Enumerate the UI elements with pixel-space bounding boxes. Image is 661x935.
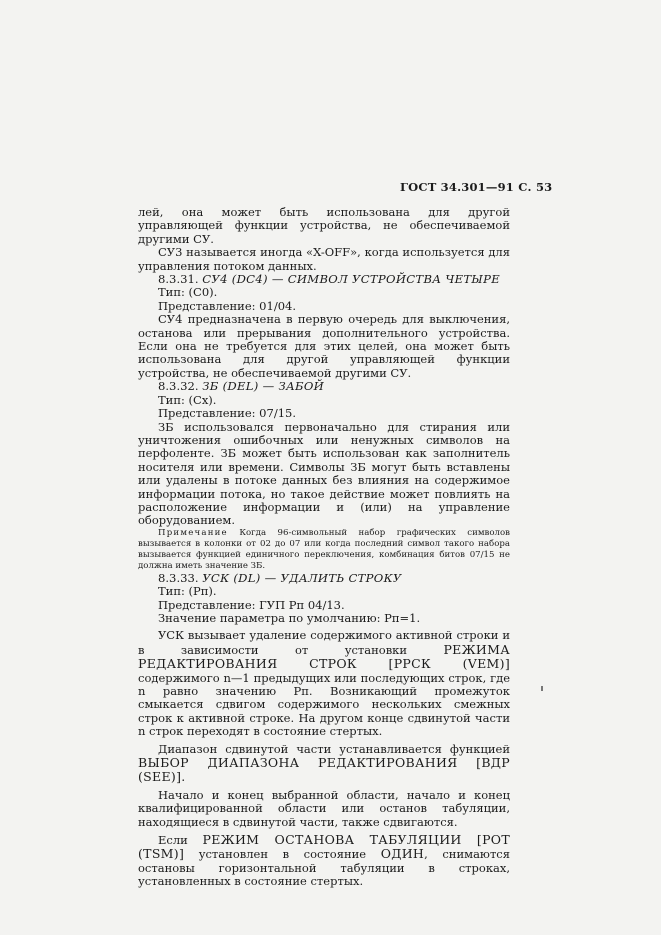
page-header: ГОСТ 34.301—91 С. 53 — [400, 180, 553, 194]
section-type: Тип: (С0). — [158, 285, 218, 300]
section-type: Тип: (Рп). — [158, 584, 217, 599]
paragraph-range — [138, 743, 510, 785]
paragraph-dl-description — [138, 629, 510, 738]
function-name: ВЫБОР ДИАПАЗОНА РЕДАКТИРОВАНИЯ [ВДР (SEE)]. — [138, 755, 510, 785]
section-body: ЗБ использовался первоначально для стирания или уничтожения ошибочных или ненужных символов на перфоленте. ЗБ может быть использован как заполнитель носителя или времени. Символы ЗБ могут быть вставлены или удалены в потоке данных без влияния на содержимое информации потока, но такое действие может повлиять на расположение информации и (или) на управление оборудованием. — [138, 419, 510, 528]
section-default-value: Значение параметра по умолчанию: Рп=1. — [158, 610, 421, 625]
section-type: Тип: (Сх). — [158, 392, 217, 407]
note-text: Когда 96-символьный набор графических символов вызывается в колонки от 02 до 07 или когда последний символ такого набора вызывается функцией единичного переключения, комбинация битов 07/15 не должна иметь значение ЗБ. — [138, 527, 510, 571]
text-fragment: УСК вызывает удаление содержимого активной строки и в зависимости от установки — [138, 628, 510, 657]
section-title: ЗБ (DEL) — ЗАБОЙ — [202, 379, 325, 394]
document-body — [138, 206, 510, 889]
mode-name: РЕЖИМА РЕДАКТИРОВАНИЯ СТРОК [РРСК (VEM)] — [138, 641, 510, 672]
section-title: УСК (DL) — УДАЛИТЬ СТРОКУ — [202, 570, 402, 585]
section-number: 8.3.32. — [158, 379, 199, 394]
section-8-3-32-heading — [138, 380, 510, 393]
paragraph-continuation: лей, она может быть использована для другой управляющей функции устройства, не обеспечиваемой другими СУ. — [138, 205, 510, 246]
section-number: 8.3.33. — [158, 570, 199, 585]
section-8-3-33-heading — [138, 572, 510, 585]
section-representation: Представление: 01/04. — [158, 298, 296, 313]
paragraph-xoff: СУ3 называется иногда «X-OFF», когда используется для управления потоком данных. — [138, 245, 510, 273]
paragraph-area: Начало и конец выбранной области, начало и конец квалифицированной области или останов табуляции, находящиеся в сдвинутой части, также сдвигаются. — [138, 787, 510, 829]
section-8-3-31-heading — [138, 273, 510, 286]
text-fragment: установлен в состояние — [184, 847, 381, 862]
mode-name: РЕЖИМ ОСТАНОВА ТАБУЛЯЦИИ [РОТ (TSM)] — [138, 832, 510, 862]
section-representation: Представление: 07/15. — [158, 406, 296, 421]
note — [138, 528, 510, 572]
note-label: Примечание — [158, 527, 228, 538]
paragraph-tab-stops — [138, 833, 510, 889]
section-number: 8.3.31. — [158, 272, 199, 287]
text-fragment: Если — [158, 833, 203, 848]
section-representation: Представление: ГУП Рп 04/13. — [158, 597, 345, 612]
text-fragment: , снимаются остановы горизонтальной табуляции в строках, установленных в состояние стертых. — [138, 847, 511, 889]
scan-speck — [541, 686, 543, 691]
section-title: СУ4 (DC4) — СИМВОЛ УСТРОЙСТВА ЧЕТЫРЕ — [202, 272, 500, 287]
text-fragment: Диапазон сдвинутой части устанавливается функцией — [158, 741, 510, 756]
section-body: СУ4 предназначена в первую очередь для выключения, останова или прерывания дополнительного устройства. Если она не требуется для этих целей, она может быть использована для другой управляющей функции устройства, не обеспечиваемой другими СУ. — [138, 312, 510, 380]
state-name: ОДИН — [380, 846, 425, 862]
text-fragment: содержимого n—1 предыдущих или последующих строк, где n равно значению Рп. Возникающий промежуток смыкается сдвигом содержимого нескольких смежных строк к активной строке. На другом конце сдвинутой части n строк переходят в состояние стертых. — [138, 670, 510, 739]
